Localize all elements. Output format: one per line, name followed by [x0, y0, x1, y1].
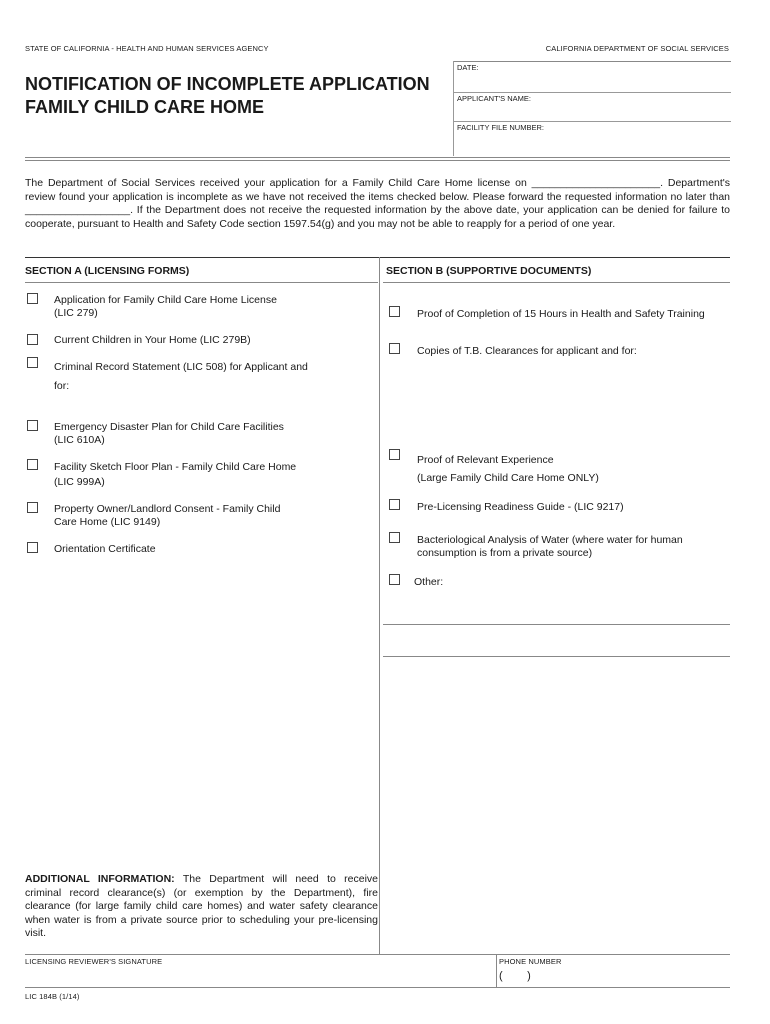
other-line-2	[383, 656, 730, 657]
section-a-checkbox-3[interactable]	[27, 357, 38, 368]
section-a-checkbox-6[interactable]	[27, 502, 38, 513]
date-label: DATE:	[457, 63, 479, 72]
section-b-item-2: Copies of T.B. Clearances for applicant and for:	[417, 345, 637, 357]
section-a-item-5	[54, 460, 296, 490]
header-fields	[453, 61, 731, 156]
section-b-checkbox-3[interactable]	[389, 449, 400, 460]
phone-number-label: PHONE NUMBER	[499, 957, 562, 966]
section-top-rule	[25, 257, 730, 258]
section-b-item-1: Proof of Completion of 15 Hours in Health and Safety Training	[417, 308, 705, 320]
section-a-checkbox-2[interactable]	[27, 334, 38, 345]
section-a-item-1-line1: Application for Family Child Care Home License	[54, 294, 277, 306]
reviewer-signature-field[interactable]	[25, 966, 495, 986]
header-rule-2	[25, 160, 730, 161]
signature-top-rule	[25, 954, 730, 955]
section-a-item-3-line1: Criminal Record Statement (LIC 508) for Applicant and	[54, 361, 308, 373]
form-id: LIC 184B (1/14)	[25, 992, 80, 1001]
section-b-checkbox-1[interactable]	[389, 306, 400, 317]
section-b-checkbox-6[interactable]	[389, 574, 400, 585]
section-b-heading-rule	[383, 282, 730, 283]
section-a-item-4	[54, 421, 284, 447]
section-a-item-5-line1: Facility Sketch Floor Plan - Family Child Care Home	[54, 461, 297, 473]
section-a-item-7: Orientation Certificate	[54, 543, 156, 555]
section-a-item-1-line2: (LIC 279)	[54, 307, 98, 319]
title-line-1: NOTIFICATION OF INCOMPLETE APPLICATION	[25, 74, 430, 94]
section-b-item-5-line1: Bacteriological Analysis of Water (where water for human	[417, 534, 683, 546]
section-a-heading: SECTION A (LICENSING FORMS)	[25, 265, 190, 277]
section-b-checkbox-5[interactable]	[389, 532, 400, 543]
section-a-item-6-line2: Care Home (LIC 9149)	[54, 516, 161, 528]
facility-file-number-label: FACILITY FILE NUMBER:	[457, 123, 544, 132]
section-b-item-3	[417, 451, 599, 487]
section-b-checkbox-2[interactable]	[389, 343, 400, 354]
form-title	[25, 73, 445, 119]
section-a-item-3-line2: for:	[54, 380, 70, 392]
section-a-item-3	[54, 358, 308, 396]
applicant-name-field[interactable]	[454, 92, 731, 122]
section-a-item-4-line2: (LIC 610A)	[54, 434, 105, 446]
section-b-item-5-line2: consumption is from a private source)	[417, 547, 593, 559]
section-b-item-3-line1: Proof of Relevant Experience	[417, 454, 554, 466]
section-b-item-3-line2: (Large Family Child Care Home ONLY)	[417, 472, 599, 484]
facility-file-number-field[interactable]	[454, 121, 731, 156]
section-a-checkbox-7[interactable]	[27, 542, 38, 553]
section-a-item-5-line2: (LIC 999A)	[54, 476, 105, 488]
department-header: CALIFORNIA DEPARTMENT OF SOCIAL SERVICES	[545, 44, 729, 53]
section-divider	[379, 257, 380, 954]
section-a-item-1	[54, 294, 277, 320]
section-a-checkbox-5[interactable]	[27, 459, 38, 470]
section-a-heading-rule	[25, 282, 378, 283]
header-rule-1	[25, 157, 730, 158]
agency-header: STATE OF CALIFORNIA - HEALTH AND HUMAN SERVICES AGENCY	[25, 44, 269, 53]
intro-paragraph: The Department of Social Services received your application for a Family Child Care Home license on ______________________. Department's review found your application is incomplete as we have not received the items checked below. Please forward the requested information no later than __________________. If the Department does not receive the requested information by the above date, your application can be denied for failure to cooperate, pursuant to Health and Safety Code section 1597.54(g) and you may not be able to reapply for a period of one year.	[25, 177, 730, 230]
signature-bottom-rule	[25, 987, 730, 988]
section-b-item-6: Other:	[414, 576, 444, 588]
other-line-1	[383, 624, 730, 625]
reviewer-signature-label: LICENSING REVIEWER'S SIGNATURE	[25, 957, 163, 966]
phone-number-field[interactable]: ( )	[499, 970, 531, 982]
section-a-item-2: Current Children in Your Home (LIC 279B)	[54, 334, 251, 346]
applicant-name-label: APPLICANT'S NAME:	[457, 94, 531, 103]
section-a-checkbox-4[interactable]	[27, 420, 38, 431]
section-b-item-4: Pre-Licensing Readiness Guide - (LIC 9217)	[417, 501, 624, 513]
signature-divider	[496, 954, 497, 987]
section-a-item-4-line1: Emergency Disaster Plan for Child Care Facilities	[54, 421, 284, 433]
additional-information-label: ADDITIONAL INFORMATION:	[25, 873, 175, 885]
section-b-checkbox-4[interactable]	[389, 499, 400, 510]
title-line-2: FAMILY CHILD CARE HOME	[25, 97, 265, 117]
section-b-item-5	[417, 534, 683, 560]
additional-information-text: The Department will need to receive criminal record clearance(s) (or exemption by the Department), fire clearance (for large family child care homes) and water safety clearance when water is from a private source prior to scheduling your pre-licensing visit.	[25, 873, 379, 939]
section-a-checkbox-1[interactable]	[27, 293, 38, 304]
section-a-item-6-line1: Property Owner/Landlord Consent - Family Child	[54, 503, 281, 515]
date-field[interactable]	[454, 61, 731, 93]
section-b-heading: SECTION B (SUPPORTIVE DOCUMENTS)	[386, 265, 592, 277]
additional-information	[25, 873, 378, 941]
section-a-item-6	[54, 503, 280, 529]
